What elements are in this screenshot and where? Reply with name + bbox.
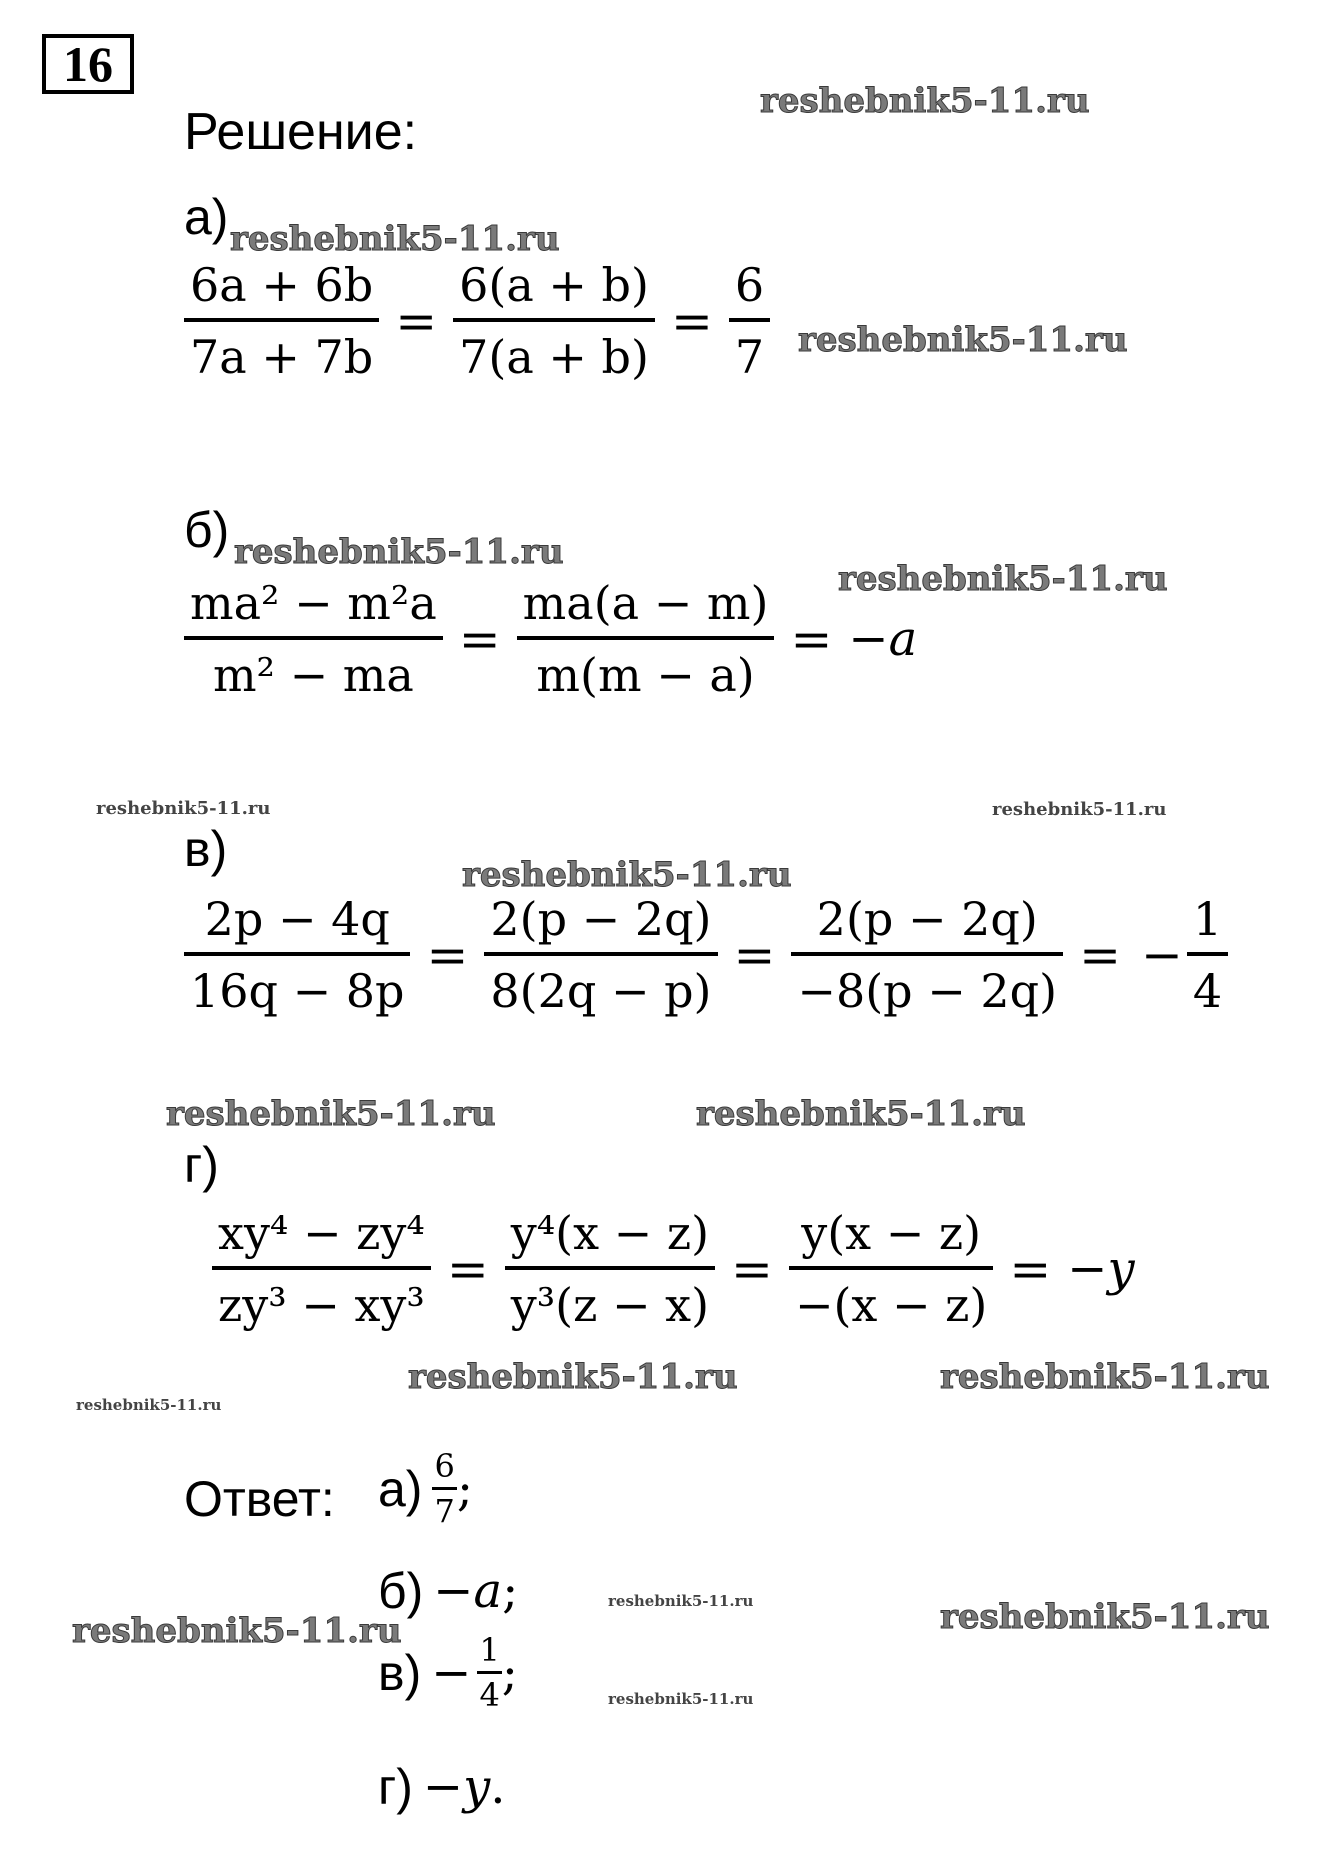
equals-sign: = xyxy=(670,292,713,350)
watermark: reshebnik5-11.ru xyxy=(940,1357,1270,1397)
equals-sign: = xyxy=(1079,926,1121,984)
minus-sign: − xyxy=(1140,926,1183,984)
answer-g-label: г) xyxy=(378,1759,413,1815)
denominator: y³(z − x) xyxy=(510,1278,710,1332)
part-v-fraction-2 xyxy=(484,892,717,1018)
denominator: 4 xyxy=(1192,964,1223,1018)
answer-a xyxy=(378,1447,473,1530)
equals-sign: = xyxy=(395,292,438,350)
answer-v-end: ; xyxy=(501,1644,518,1701)
numerator: 6 xyxy=(734,258,765,312)
denominator: 16q − 8p xyxy=(190,964,405,1018)
equals-sign: = xyxy=(446,1240,489,1298)
numerator: 6 xyxy=(434,1447,455,1485)
answer-a-end: ; xyxy=(456,1460,473,1517)
part-a-label: а) xyxy=(184,189,229,245)
part-b-equation xyxy=(184,576,918,702)
answer-v-fraction xyxy=(477,1631,501,1714)
numerator: 2(p − 2q) xyxy=(490,892,712,946)
part-b-fraction-1 xyxy=(184,576,443,702)
watermark: reshebnik5-11.ru xyxy=(76,1396,222,1414)
part-a-fraction-1 xyxy=(184,258,379,384)
watermark: reshebnik5-11.ru xyxy=(230,219,560,259)
part-g-fraction-1 xyxy=(212,1206,431,1332)
part-g-label: г) xyxy=(184,1137,219,1193)
numerator: xy⁴ − zy⁴ xyxy=(218,1206,425,1260)
numerator: 1 xyxy=(479,1631,500,1669)
denominator: 7(a + b) xyxy=(459,330,649,384)
part-v-fraction-4 xyxy=(1187,892,1228,1018)
watermark: reshebnik5-11.ru xyxy=(992,799,1167,820)
numerator: 6a + 6b xyxy=(190,258,374,312)
denominator: m² − ma xyxy=(212,648,414,702)
answer-a-fraction xyxy=(432,1447,456,1530)
answer-b-end: ; xyxy=(502,1563,519,1619)
part-g-result: −y xyxy=(1067,1241,1135,1297)
watermark: reshebnik5-11.ru xyxy=(608,1592,754,1610)
equals-sign: = xyxy=(733,926,776,984)
part-v-equation xyxy=(184,892,1228,1018)
equals-sign: = xyxy=(426,926,469,984)
answer-b-value: −a xyxy=(433,1563,503,1619)
part-v-fraction-1 xyxy=(184,892,410,1018)
answer-b xyxy=(378,1563,519,1619)
denominator: 7 xyxy=(734,330,765,384)
equals-sign: = xyxy=(1009,1240,1052,1298)
answer-b-label: б) xyxy=(378,1563,424,1619)
watermark: reshebnik5-11.ru xyxy=(798,320,1128,360)
part-g-fraction-3 xyxy=(789,1206,993,1332)
watermark: reshebnik5-11.ru xyxy=(166,1094,496,1134)
part-b-fraction-2 xyxy=(517,576,775,702)
answer-a-label: а) xyxy=(378,1460,423,1517)
part-a-equation xyxy=(184,258,770,384)
denominator: 4 xyxy=(479,1676,500,1714)
answer-g xyxy=(378,1759,506,1815)
numerator: 2(p − 2q) xyxy=(816,892,1038,946)
equals-sign: = xyxy=(790,610,833,668)
solution-heading: Решение: xyxy=(184,103,418,161)
denominator: 7a + 7b xyxy=(190,330,374,384)
numerator: 1 xyxy=(1192,892,1223,946)
denominator: zy³ − xy³ xyxy=(218,1278,425,1332)
watermark: reshebnik5-11.ru xyxy=(72,1611,402,1651)
watermark: reshebnik5-11.ru xyxy=(96,798,271,819)
answer-g-value: −y xyxy=(422,1759,491,1815)
part-v-label: в) xyxy=(184,821,228,877)
numerator: ma² − m²a xyxy=(190,576,437,630)
part-b-label: б) xyxy=(184,502,230,558)
answer-v xyxy=(378,1631,518,1714)
watermark: reshebnik5-11.ru xyxy=(408,1357,738,1397)
equals-sign: = xyxy=(731,1240,773,1298)
watermark: reshebnik5-11.ru xyxy=(462,855,792,895)
answer-v-label: в) xyxy=(378,1644,422,1701)
part-b-result: −a xyxy=(848,611,918,667)
answer-g-end: . xyxy=(490,1759,506,1815)
equals-sign: = xyxy=(458,610,501,668)
part-a-fraction-2 xyxy=(453,258,655,384)
part-v-fraction-3 xyxy=(791,892,1063,1018)
denominator: −8(p − 2q) xyxy=(797,964,1058,1018)
numerator: y(x − z) xyxy=(801,1206,982,1260)
numerator: y⁴(x − z) xyxy=(510,1206,710,1260)
answer-label: Ответ: xyxy=(184,1471,335,1527)
numerator: 6(a + b) xyxy=(459,258,649,312)
part-g-equation xyxy=(212,1206,1135,1332)
denominator: m(m − a) xyxy=(536,648,755,702)
denominator: 7 xyxy=(434,1492,455,1530)
answer-v-minus: − xyxy=(431,1644,472,1701)
watermark: reshebnik5-11.ru xyxy=(760,81,1090,121)
watermark: reshebnik5-11.ru xyxy=(608,1690,754,1708)
problem-number: 16 xyxy=(42,34,134,94)
part-g-fraction-2 xyxy=(505,1206,715,1332)
watermark: reshebnik5-11.ru xyxy=(838,559,1168,599)
part-a-fraction-3 xyxy=(729,258,770,384)
numerator: ma(a − m) xyxy=(522,576,769,630)
watermark: reshebnik5-11.ru xyxy=(940,1597,1270,1637)
watermark: reshebnik5-11.ru xyxy=(234,532,564,572)
watermark: reshebnik5-11.ru xyxy=(696,1094,1026,1134)
denominator: 8(2q − p) xyxy=(490,964,712,1018)
numerator: 2p − 4q xyxy=(204,892,390,946)
denominator: −(x − z) xyxy=(794,1278,988,1332)
